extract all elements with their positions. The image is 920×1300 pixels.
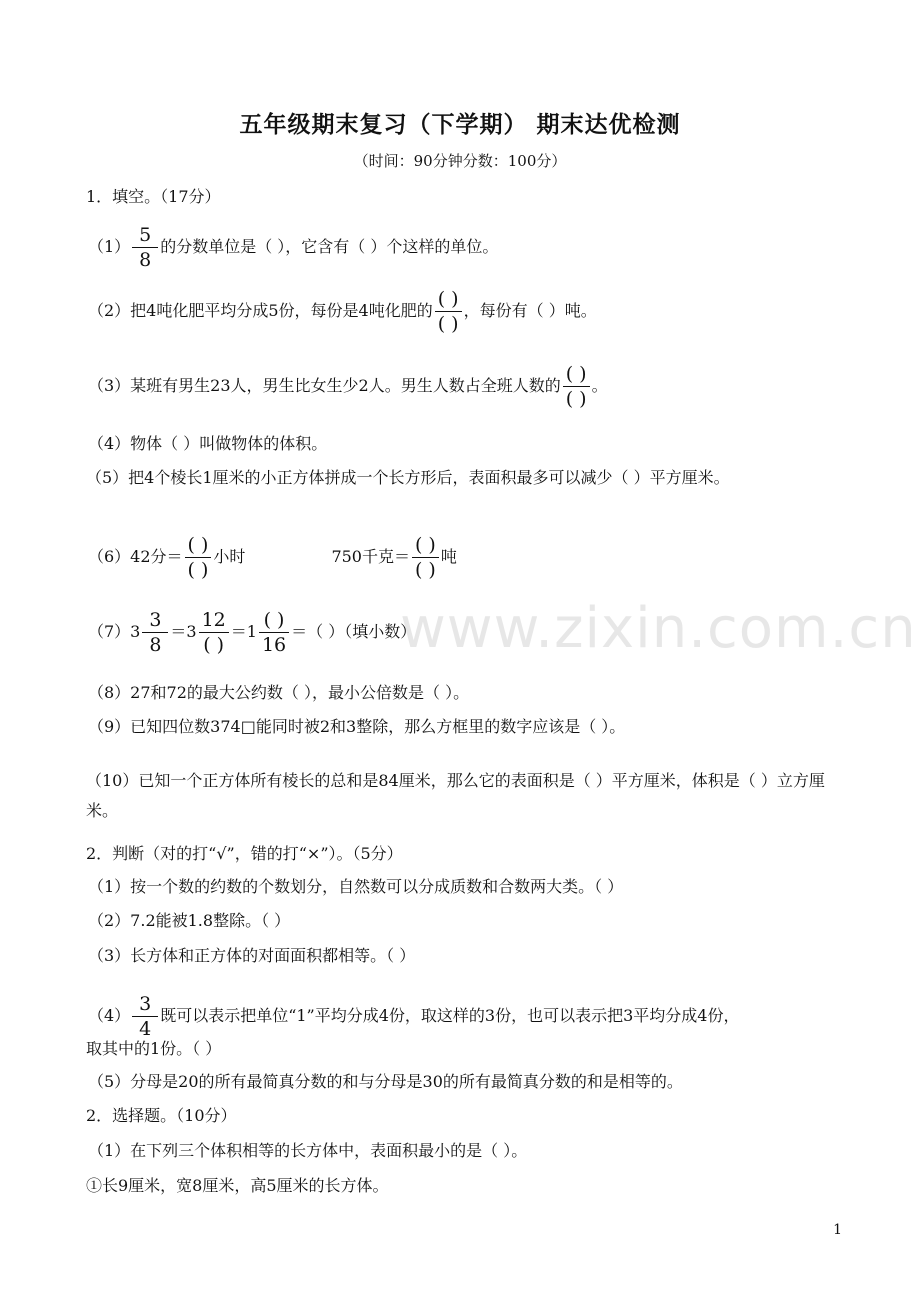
- fraction: [435, 287, 462, 336]
- question-2-3: （3）长方体和正方体的对面面积都相等。（ ）: [88, 946, 416, 965]
- q-text: 的分数单位是（ ），它含有（ ）个这样的单位。: [160, 237, 499, 256]
- denominator: ( ): [203, 634, 225, 656]
- page-subtitle: （时间：90分钟分数：100分）: [353, 152, 567, 170]
- question-1-3: [88, 362, 608, 411]
- q-text: 既可以表示把单位“1”平均分成4份，取这样的3份，也可以表示把3平均分成4份，: [160, 1006, 740, 1025]
- question-1-1: [88, 223, 498, 272]
- denominator: 4: [139, 1018, 152, 1040]
- page-title: 五年级期末复习（下学期） 期末达优检测: [239, 112, 681, 138]
- option-3-1-1: ①长9厘米，宽8厘米，高5厘米的长方体。: [86, 1176, 389, 1195]
- question-1-9: （9）已知四位数374□能同时被2和3整除，那么方框里的数字应该是（ ）。: [88, 717, 626, 736]
- numerator: 3: [149, 609, 162, 631]
- unit-tons: 吨: [440, 547, 457, 566]
- q-text: （7）3: [88, 622, 141, 641]
- q-text: （3）某班有男生23人，男生比女生少2人。男生人数占全班人数的: [88, 376, 561, 395]
- q-prefix: （1）: [88, 237, 131, 256]
- fraction: [142, 608, 168, 657]
- denominator: ( ): [437, 313, 459, 335]
- fraction: [412, 533, 439, 582]
- question-1-4: （4）物体（ ）叫做物体的体积。: [88, 434, 328, 453]
- watermark: www.zixin.com.cn: [400, 596, 917, 661]
- question-3-1: （1）在下列三个体积相等的长方体中，表面积最小的是（ ）。: [88, 1141, 528, 1160]
- question-1-7: [88, 608, 416, 657]
- denominator: ( ): [187, 559, 209, 581]
- denominator: ( ): [414, 559, 436, 581]
- question-2-1: （1）按一个数的约数的个数划分，自然数可以分成质数和合数两大类。（ ）: [88, 877, 624, 896]
- denominator: 16: [261, 634, 287, 656]
- fraction: [132, 223, 158, 272]
- q-text: （6）42分＝: [88, 547, 183, 566]
- q-text-2: 750千克＝: [331, 547, 410, 566]
- q-text: （2）把4吨化肥平均分成5份，每份是4吨化肥的: [88, 301, 433, 320]
- question-1-6: [88, 533, 457, 582]
- question-2-5: （5）分母是20的所有最简真分数的和与分母是30的所有最简真分数的和是相等的。: [88, 1072, 683, 1091]
- question-1-10: （10）已知一个正方体所有棱长的总和是84厘米，那么它的表面积是（ ）平方厘米，体积是（ ）立方厘米。: [86, 771, 825, 820]
- section1-heading: 1．填空。（17分）: [86, 187, 221, 206]
- denominator: ( ): [565, 388, 587, 410]
- question-2-4-cont: 取其中的1份。（ ）: [86, 1039, 222, 1058]
- numerator: 5: [139, 224, 152, 246]
- denominator: 8: [149, 634, 162, 656]
- fraction: [185, 533, 212, 582]
- equals: ＝1: [230, 622, 257, 641]
- q-text-post: 。: [591, 376, 608, 395]
- numerator: ( ): [187, 534, 209, 556]
- equals: ＝3: [170, 622, 197, 641]
- unit-hours: 小时: [213, 547, 246, 566]
- fraction: [563, 362, 590, 411]
- question-1-8: （8）27和72的最大公约数（ ），最小公倍数是（ ）。: [88, 683, 470, 702]
- numerator: ( ): [437, 288, 459, 310]
- fraction: [259, 608, 289, 657]
- numerator: ( ): [414, 534, 436, 556]
- question-1-2: [88, 287, 597, 336]
- denominator: 8: [139, 249, 152, 271]
- numerator: ( ): [263, 609, 285, 631]
- page-number: 1: [833, 1222, 842, 1238]
- fraction: [199, 608, 229, 657]
- section2-heading: 2．判断（对的打“√”，错的打“×”）。（5分）: [86, 844, 403, 863]
- numerator: 3: [139, 993, 152, 1015]
- q-prefix: （4）: [88, 1006, 131, 1025]
- numerator: ( ): [565, 363, 587, 385]
- q-text-post: ，每份有（ ）吨。: [463, 301, 597, 320]
- section3-heading: 2．选择题。（10分）: [86, 1106, 237, 1125]
- numerator: 12: [201, 609, 226, 631]
- q-text-post: ＝（ ）（填小数）: [291, 622, 417, 641]
- question-1-5: （5）把4个棱长1厘米的小正方体拼成一个长方形后，表面积最多可以减少（ ）平方厘米。: [86, 468, 730, 487]
- question-2-4: [88, 992, 739, 1041]
- question-2-2: （2）7.2能被1.8整除。（ ）: [88, 911, 291, 930]
- fraction: [132, 992, 158, 1041]
